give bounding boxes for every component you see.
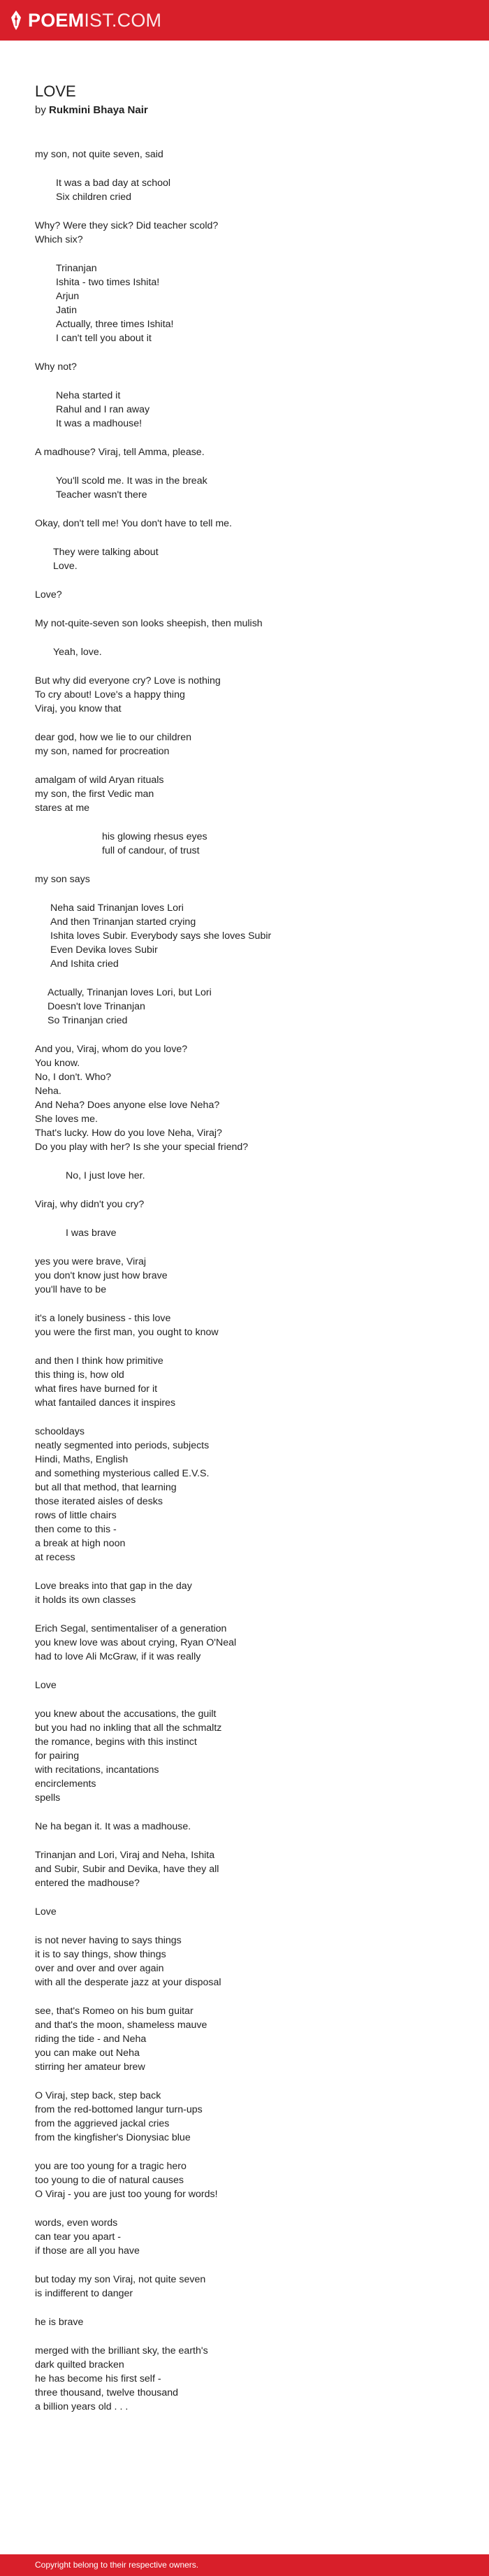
byline-prefix: by (35, 104, 46, 116)
poem-line: You know. (35, 1058, 80, 1069)
poem-line: No, I just love her. (66, 1170, 145, 1181)
poem-line: So Trinanjan cried (48, 1015, 128, 1026)
poem-line: from the red-bottomed langur turn-ups (35, 2104, 203, 2115)
poem-content (35, 82, 468, 2429)
stanza (35, 1820, 468, 1834)
poem-body (35, 147, 468, 2414)
poem-line: And Ishita cried (50, 958, 119, 970)
poem-line: She loves me. (35, 1114, 98, 1125)
poem-line: To cry about! Love's a happy thing (35, 689, 185, 700)
poem-line: you can make out Neha (35, 2048, 140, 2059)
poem-line: spells (35, 1792, 61, 1804)
poem-line: riding the tide - and Neha (35, 2034, 147, 2045)
poem-line: those iterated aisles of desks (35, 1496, 163, 1507)
stanza (35, 1197, 468, 1211)
poem-line: Which six? (35, 234, 83, 245)
poem-line: I can't tell you about it (56, 333, 152, 344)
poem-line: Love. (53, 561, 78, 572)
poem-line: this thing is, how old (35, 1369, 124, 1381)
poem-line: merged with the brilliant sky, the earth's (35, 2345, 208, 2356)
poem-line: stirring her amateur brew (35, 2061, 145, 2073)
stanza (35, 773, 468, 815)
poem-line: schooldays (35, 1426, 85, 1437)
poem-line: dear god, how we lie to our children (35, 732, 191, 743)
poem-line: he is brave (35, 2317, 84, 2328)
poem-line: can tear you apart - (35, 2231, 122, 2243)
stanza (35, 731, 468, 758)
poem-line: Actually, three times Ishita! (56, 319, 174, 330)
stanza (35, 176, 468, 204)
poem-line: the romance, begins with this instinct (35, 1736, 197, 1748)
poem-line: it holds its own classes (35, 1595, 136, 1606)
copyright-text: Copyright belong to their respective owners. (35, 2560, 199, 2570)
poem-line: but you had no inkling that all the schmaltz (35, 1722, 222, 1734)
poem-line: is indifferent to danger (35, 2288, 133, 2299)
poem-line: Love? (35, 589, 62, 600)
stanza (35, 517, 468, 531)
stanza (35, 2089, 468, 2145)
stanza (35, 2216, 468, 2258)
poem-line: three thousand, twelve thousand (35, 2387, 179, 2398)
stanza (35, 1354, 468, 1410)
poem-line: Teacher wasn't there (56, 489, 147, 501)
poem-line: a billion years old . . . (35, 2401, 129, 2412)
poem-line: neatly segmented into periods, subjects (35, 1440, 210, 1451)
logo-rest-text: IST.COM (84, 10, 162, 31)
poem-line: Trinanjan (56, 263, 97, 274)
poem-line: Neha. (35, 1086, 61, 1097)
poem-line: Hindi, Maths, English (35, 1454, 129, 1465)
stanza (35, 2344, 468, 2414)
stanza (35, 1579, 468, 1607)
poem-line: my son says (35, 874, 90, 885)
poem-line: what fires have burned for it (35, 1383, 158, 1395)
poem-line: it is to say things, show things (35, 1949, 166, 1960)
poem-line: over and over and over again (35, 1963, 164, 1974)
poem-line: from the kingfisher's Dionysiac blue (35, 2132, 191, 2143)
stanza (35, 1848, 468, 1890)
poem-line: from the aggrieved jackal cries (35, 2118, 170, 2129)
poem-line: too young to die of natural causes (35, 2175, 184, 2186)
poem-line: my son, the first Vedic man (35, 789, 154, 800)
poem-line: entered the madhouse? (35, 1878, 140, 1889)
poem-line: Yeah, love. (53, 647, 102, 658)
stanza (35, 2004, 468, 2074)
stanza (35, 2273, 468, 2301)
poem-line: but today my son Viraj, not quite seven (35, 2274, 206, 2285)
poem-line: That's lucky. How do you love Neha, Viraj? (35, 1128, 222, 1139)
site-footer (0, 2554, 489, 2576)
poem-line: And Neha? Does anyone else love Neha? (35, 1100, 220, 1111)
poem-line: you'll have to be (35, 1284, 107, 1295)
poem-line: you knew about the accusations, the guilt (35, 1708, 217, 1720)
poem-line: Actually, Trinanjan loves Lori, but Lori (48, 987, 212, 998)
stanza (35, 1905, 468, 1919)
poem-byline (35, 103, 468, 117)
stanza (35, 219, 468, 247)
poem-line: But why did everyone cry? Love is nothing (35, 675, 221, 686)
poem-line: yes you were brave, Viraj (35, 1256, 147, 1267)
poem-line: Ne ha began it. It was a madhouse. (35, 1821, 191, 1832)
site-logo[interactable] (10, 8, 161, 32)
poem-line: he has become his first self - (35, 2373, 161, 2384)
poem-line: Even Devika loves Subir (50, 944, 158, 956)
stanza (35, 2315, 468, 2329)
stanza (35, 1311, 468, 1339)
poem-line: then come to this - (35, 1524, 117, 1535)
stanza (35, 474, 468, 502)
poem-line: It was a bad day at school (56, 178, 171, 189)
poem-line: you don't know just how brave (35, 1270, 168, 1281)
stanza (35, 1042, 468, 1154)
stanza (35, 986, 468, 1028)
poem-line: O Viraj, step back, step back (35, 2090, 161, 2101)
poem-line: Six children cried (56, 192, 132, 203)
poem-line: what fantailed dances it inspires (35, 1397, 176, 1409)
logo-bold-text: POEM (28, 10, 85, 31)
stanza (35, 872, 468, 886)
poem-line: you were the first man, you ought to know (35, 1327, 219, 1338)
poem-line: his glowing rhesus eyes (102, 831, 207, 842)
poem-line: O Viraj - you are just too young for words! (35, 2189, 218, 2200)
poem-line: and that's the moon, shameless mauve (35, 2020, 207, 2031)
stanza (35, 147, 468, 161)
poem-line: dark quilted bracken (35, 2359, 124, 2370)
poem-line: had to love Ali McGraw, if it was really (35, 1651, 201, 1662)
poem-line: my son, not quite seven, said (35, 149, 163, 160)
poem-line: My not-quite-seven son looks sheepish, then mulish (35, 618, 263, 629)
poem-line: Love (35, 1906, 57, 1917)
poem-line: Erich Segal, sentimentaliser of a generation (35, 1623, 227, 1634)
poem-line: Love (35, 1680, 57, 1691)
poem-line: stares at me (35, 803, 90, 814)
stanza (35, 1425, 468, 1564)
stanza (35, 261, 468, 345)
poem-line: And you, Viraj, whom do you love? (35, 1044, 188, 1055)
stanza (35, 645, 468, 659)
poem-line: my son, named for procreation (35, 746, 170, 757)
poem-line: amalgam of wild Aryan rituals (35, 775, 164, 786)
stanza (35, 830, 468, 858)
poem-line: Why? Were they sick? Did teacher scold? (35, 220, 219, 231)
poem-line: Doesn't love Trinanjan (48, 1001, 145, 1012)
poem-line: rows of little chairs (35, 1510, 117, 1521)
poem-line: A madhouse? Viraj, tell Amma, please. (35, 447, 205, 458)
stanza (35, 901, 468, 971)
poem-line: Ishita loves Subir. Everybody says she loves Subir (50, 930, 272, 942)
stanza (35, 1622, 468, 1664)
poem-line: a break at high noon (35, 1538, 126, 1549)
stanza (35, 1678, 468, 1692)
poem-line: you are too young for a tragic hero (35, 2161, 187, 2172)
stanza (35, 545, 468, 573)
poem-title: LOVE (35, 82, 76, 100)
poem-line: encirclements (35, 1778, 96, 1790)
stanza (35, 360, 468, 374)
poem-line: Do you play with her? Is she your special friend? (35, 1142, 249, 1153)
poem-line: if those are all you have (35, 2245, 140, 2257)
poem-line: And then Trinanjan started crying (50, 916, 196, 928)
poem-line: with recitations, incantations (35, 1764, 159, 1776)
poem-line: Arjun (56, 291, 80, 302)
poem-line: They were talking about (53, 547, 159, 558)
stanza (35, 1707, 468, 1805)
stanza (35, 617, 468, 631)
poem-line: for pairing (35, 1750, 80, 1762)
poem-line: Love breaks into that gap in the day (35, 1581, 192, 1592)
poem-line: it's a lonely business - this love (35, 1313, 171, 1324)
poem-line: Ishita - two times Ishita! (56, 277, 160, 288)
poem-line: I was brave (66, 1228, 117, 1239)
poem-line: Viraj, why didn't you cry? (35, 1199, 145, 1210)
poem-line: Okay, don't tell me! You don't have to tell me. (35, 518, 232, 529)
poem-line: and then I think how primitive (35, 1355, 163, 1367)
poem-line: with all the desperate jazz at your disposal (35, 1977, 221, 1988)
poem-line: at recess (35, 1552, 75, 1563)
stanza (35, 588, 468, 602)
poem-line: Neha said Trinanjan loves Lori (50, 902, 184, 914)
poem-line: Why not? (35, 361, 77, 373)
poem-line: you knew love was about crying, Ryan O'Neal (35, 1637, 237, 1648)
stanza (35, 674, 468, 716)
poem-line: Rahul and I ran away (56, 404, 150, 415)
poem-line: Viraj, you know that (35, 703, 122, 714)
poem-line: words, even words (35, 2217, 118, 2229)
stanza (35, 1226, 468, 1240)
stanza (35, 1255, 468, 1297)
stanza (35, 1169, 468, 1183)
poem-line: see, that's Romeo on his bum guitar (35, 2006, 194, 2017)
stanza (35, 1934, 468, 1989)
poem-line: and something mysterious called E.V.S. (35, 1468, 210, 1479)
quill-pen-icon (10, 10, 22, 31)
stanza (35, 445, 468, 459)
poem-line: Trinanjan and Lori, Viraj and Neha, Ishita (35, 1850, 215, 1861)
author-name[interactable]: Rukmini Bhaya Nair (49, 104, 148, 116)
poem-line: full of candour, of trust (102, 845, 200, 856)
poem-line: Jatin (56, 305, 77, 316)
poem-line: but all that method, that learning (35, 1482, 177, 1493)
stanza (35, 2159, 468, 2201)
stanza (35, 389, 468, 431)
poem-line: You'll scold me. It was in the break (56, 475, 207, 487)
poem-line: Neha started it (56, 390, 121, 401)
poem-line: is not never having to says things (35, 1935, 182, 1946)
site-logo-text (28, 8, 161, 32)
site-header (0, 0, 489, 41)
poem-line: No, I don't. Who? (35, 1072, 112, 1083)
poem-line: and Subir, Subir and Devika, have they all (35, 1864, 219, 1875)
poem-line: It was a madhouse! (56, 418, 143, 429)
